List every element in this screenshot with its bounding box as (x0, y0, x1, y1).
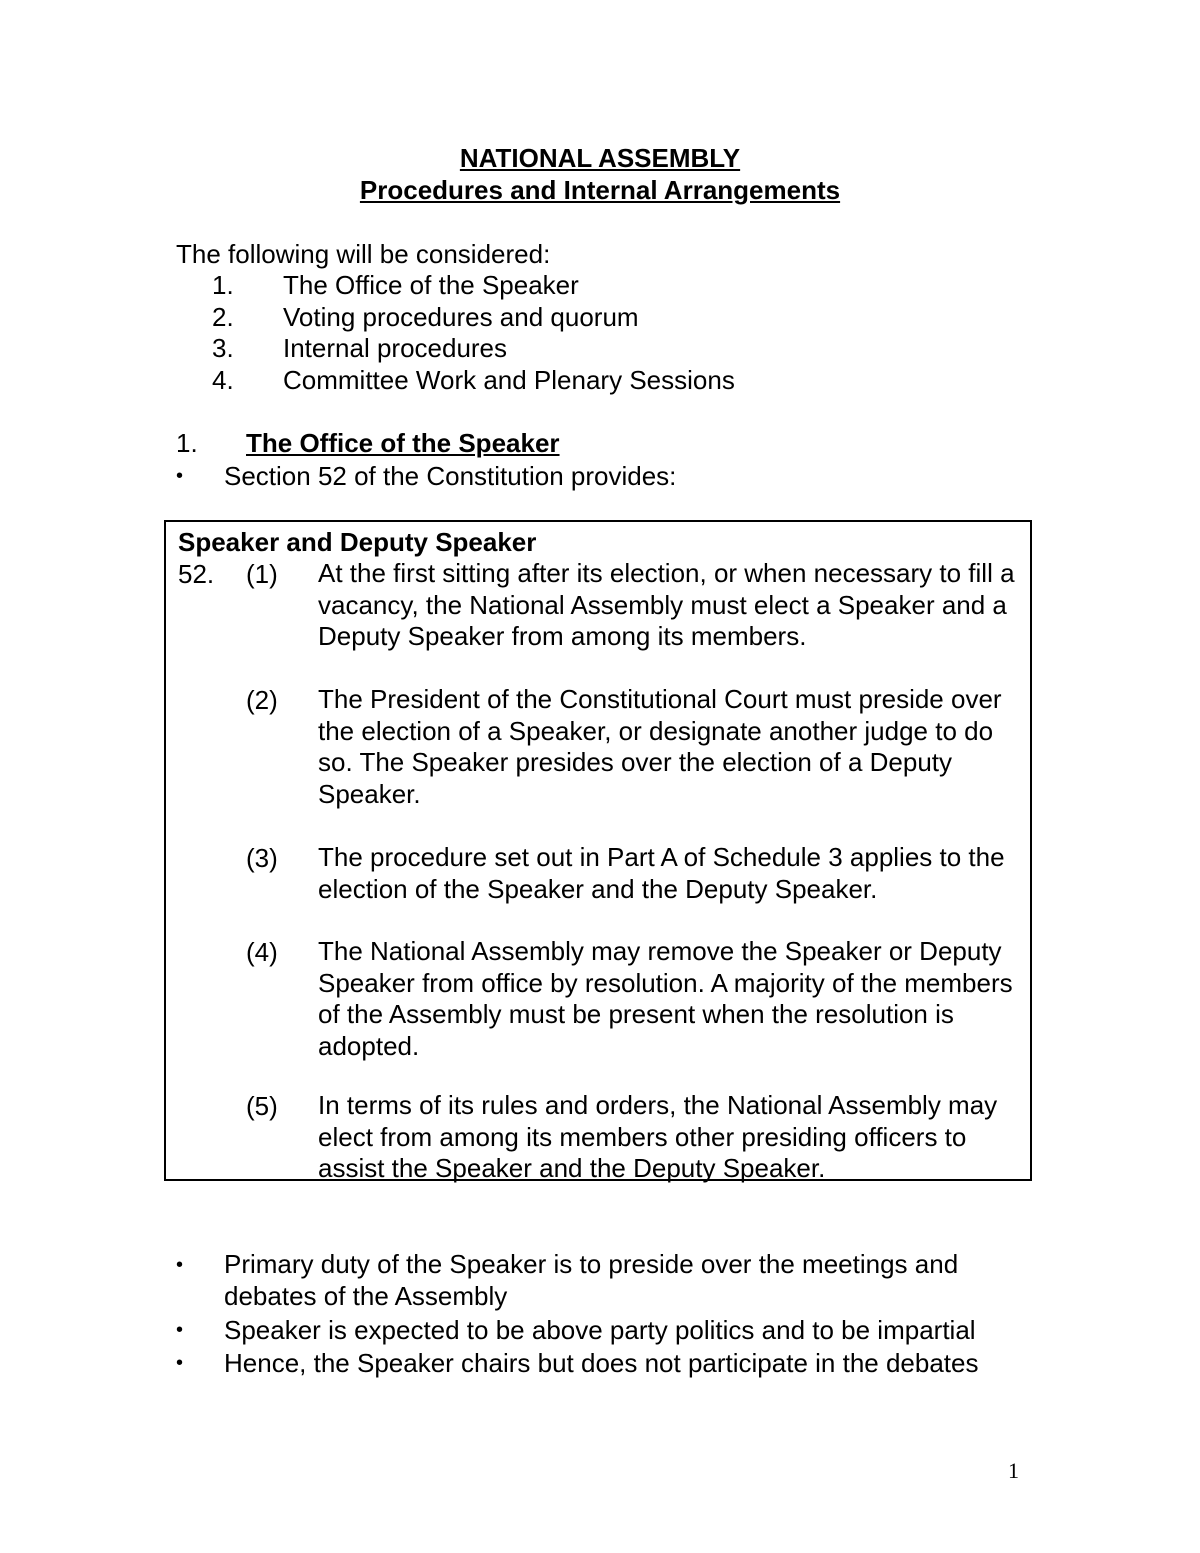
document-title: NATIONAL ASSEMBLY (459, 143, 741, 173)
clause-text: At the first sitting after its election, or when necessary to fill a vacancy, the National Assembly must elect a Speaker and a Deputy Speaker from among its members. (318, 558, 1015, 651)
clause-number: (4) (246, 937, 278, 967)
clause-number: (2) (246, 685, 278, 715)
clause-number: (1) (246, 559, 278, 589)
clause-text: The National Assembly may remove the Speaker or Deputy Speaker from office by resolution. A majority of the members of the Assembly must be present when the resolution is adopted. (318, 936, 1013, 1061)
clause-text: The President of the Constitutional Court must preside over the election of a Speaker, or designate another judge to do so. The Speaker presides over the election of a Deputy Speaker. (318, 684, 1002, 809)
box-heading: Speaker and Deputy Speaker (178, 527, 537, 557)
clause-text: The procedure set out in Part A of Schedule 3 applies to the election of the Speaker and the Deputy Speaker. (318, 842, 1005, 904)
agenda-item-number: 2. (212, 302, 234, 332)
bullet-icon: • (176, 1319, 184, 1341)
bullet-text: Speaker is expected to be above party politics and to be impartial (224, 1315, 976, 1345)
document-subtitle: Procedures and Internal Arrangements (359, 175, 841, 205)
constitution-extract-box (164, 520, 1032, 1181)
agenda-item-text: Internal procedures (283, 333, 508, 363)
bullet-text: Hence, the Speaker chairs but does not participate in the debates (224, 1348, 979, 1378)
section-heading: The Office of the Speaker (246, 428, 560, 458)
clause-number: (3) (246, 843, 278, 873)
agenda-item-text: Voting procedures and quorum (283, 302, 639, 332)
section-number: 1. (176, 428, 198, 458)
bullet-text: Section 52 of the Constitution provides: (224, 461, 677, 491)
page-number: 1 (1008, 1458, 1019, 1483)
agenda-item-text: Committee Work and Plenary Sessions (283, 365, 735, 395)
agenda-item-text: The Office of the Speaker (283, 270, 579, 300)
agenda-item-number: 3. (212, 333, 234, 363)
bullet-icon: • (176, 1352, 184, 1374)
bullet-text: Primary duty of the Speaker is to preside over the meetings and debates of the Assembly (224, 1249, 959, 1311)
intro-text: The following will be considered: (176, 239, 551, 269)
section-52-number: 52. (178, 559, 215, 589)
bullet-icon: • (176, 465, 184, 487)
clause-text: In terms of its rules and orders, the National Assembly may elect from among its members other presiding officers to assist the Speaker and the Deputy Speaker. (318, 1090, 998, 1183)
agenda-item-number: 4. (212, 365, 234, 395)
bullet-icon: • (176, 1254, 184, 1276)
clause-number: (5) (246, 1091, 278, 1121)
agenda-item-number: 1. (212, 270, 234, 300)
